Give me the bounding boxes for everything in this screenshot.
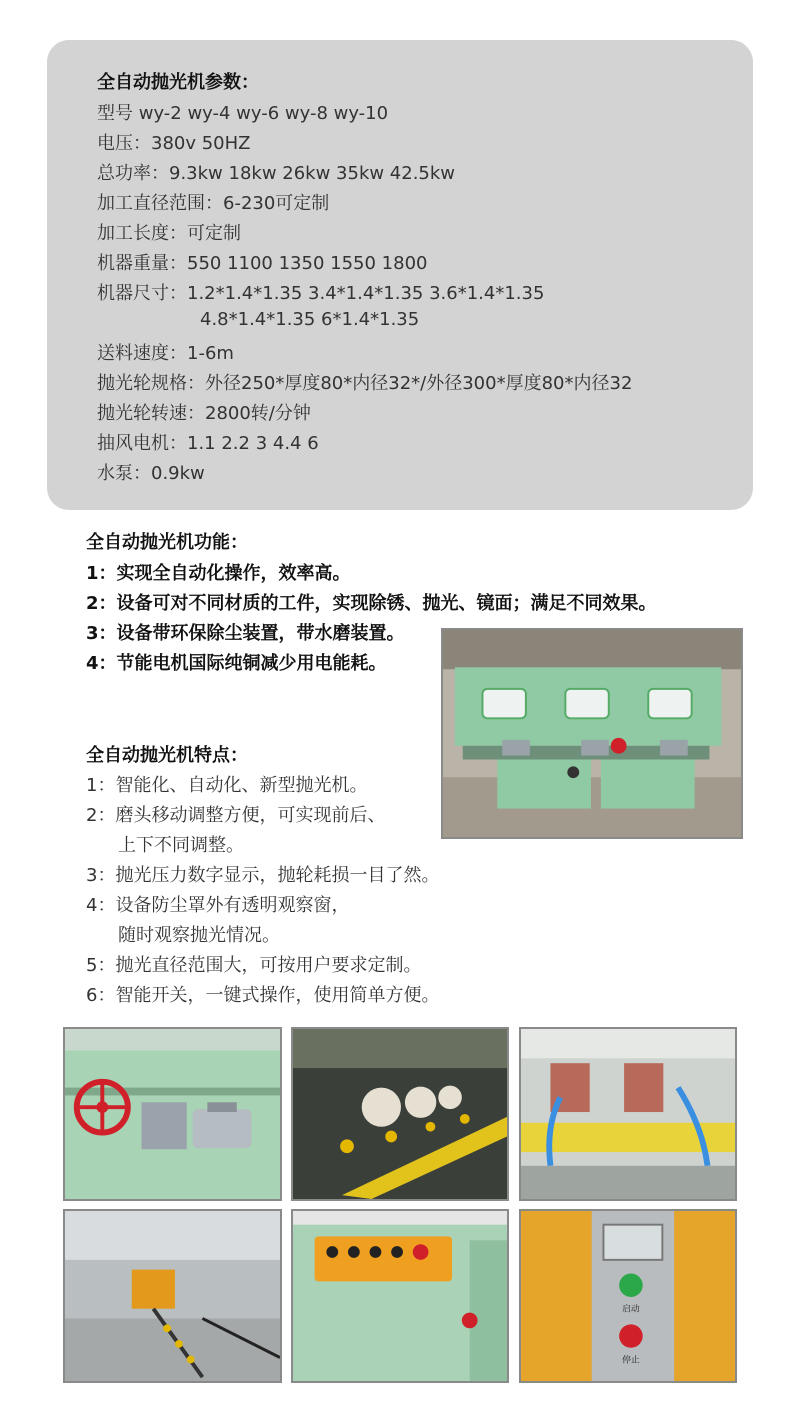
spec-length: 加工长度：可定制 — [97, 223, 241, 244]
spec-voltage: 电压：380v 50HZ — [97, 133, 251, 154]
feature-item-4-cont: 随时观察抛光情况。 — [118, 925, 280, 946]
spec-size: 机器尺寸：1.2*1.4*1.35 3.4*1.4*1.35 3.6*1.4*1.35 — [97, 283, 545, 304]
photo-polishing-wheels — [291, 1027, 509, 1201]
photo-water-nozzles — [519, 1027, 737, 1201]
spec-weight: 机器重量：550 1100 1350 1550 1800 — [97, 253, 428, 274]
spec-power: 总功率：9.3kw 18kw 26kw 35kw 42.5kw — [97, 163, 456, 184]
feature-item-3: 3：抛光压力数字显示，抛轮耗损一目了然。 — [86, 865, 440, 886]
photo-production-line — [63, 1209, 282, 1383]
specs-title: 全自动抛光机参数： — [97, 72, 259, 93]
spec-water-pump: 水泵：0.9kw — [97, 463, 205, 484]
spec-model: 型号 wy-2 wy-4 wy-6 wy-8 wy-10 — [97, 103, 389, 124]
photo-control-panel — [291, 1209, 509, 1383]
spec-fan-motor: 抽风电机：1.1 2.2 3 4.4 6 — [97, 433, 319, 454]
photo-start-stop-buttons — [519, 1209, 737, 1383]
spec-size-cont: 4.8*1.4*1.35 6*1.4*1.35 — [200, 309, 420, 330]
function-item-2: 2：设备可对不同材质的工件，实现除锈、抛光、镜面；满足不同效果。 — [86, 593, 657, 614]
function-item-1: 1：实现全自动化操作，效率高。 — [86, 563, 351, 584]
function-item-3: 3：设备带环保除尘装置，带水磨装置。 — [86, 623, 405, 644]
feature-item-4: 4：设备防尘罩外有透明观察窗， — [86, 895, 350, 916]
spec-feed-speed: 送料速度：1-6m — [97, 343, 234, 364]
start-label: 启动 — [622, 1304, 640, 1315]
feature-item-6: 6：智能开关，一键式操作，使用简单方便。 — [86, 985, 440, 1006]
spec-diameter: 加工直径范围：6-230可定制 — [97, 193, 330, 214]
feature-item-2: 2：磨头移动调整方便，可实现前后、 — [86, 805, 386, 826]
feature-item-1: 1：智能化、自动化、新型抛光机。 — [86, 775, 368, 796]
stop-label: 停止 — [622, 1355, 640, 1366]
spec-wheel-speed: 抛光轮转速：2800转/分钟 — [97, 403, 311, 424]
features-title: 全自动抛光机特点： — [86, 745, 248, 766]
functions-title: 全自动抛光机功能： — [86, 532, 248, 553]
photo-handwheel-motor — [63, 1027, 282, 1201]
function-item-4: 4：节能电机国际纯铜减少用电能耗。 — [86, 653, 387, 674]
feature-item-2-cont: 上下不同调整。 — [118, 835, 244, 856]
feature-item-5: 5：抛光直径范围大，可按用户要求定制。 — [86, 955, 422, 976]
machine-photo — [441, 628, 743, 839]
spec-wheel-size: 抛光轮规格：外径250*厚度80*内径32*/外径300*厚度80*内径32 — [97, 373, 633, 394]
